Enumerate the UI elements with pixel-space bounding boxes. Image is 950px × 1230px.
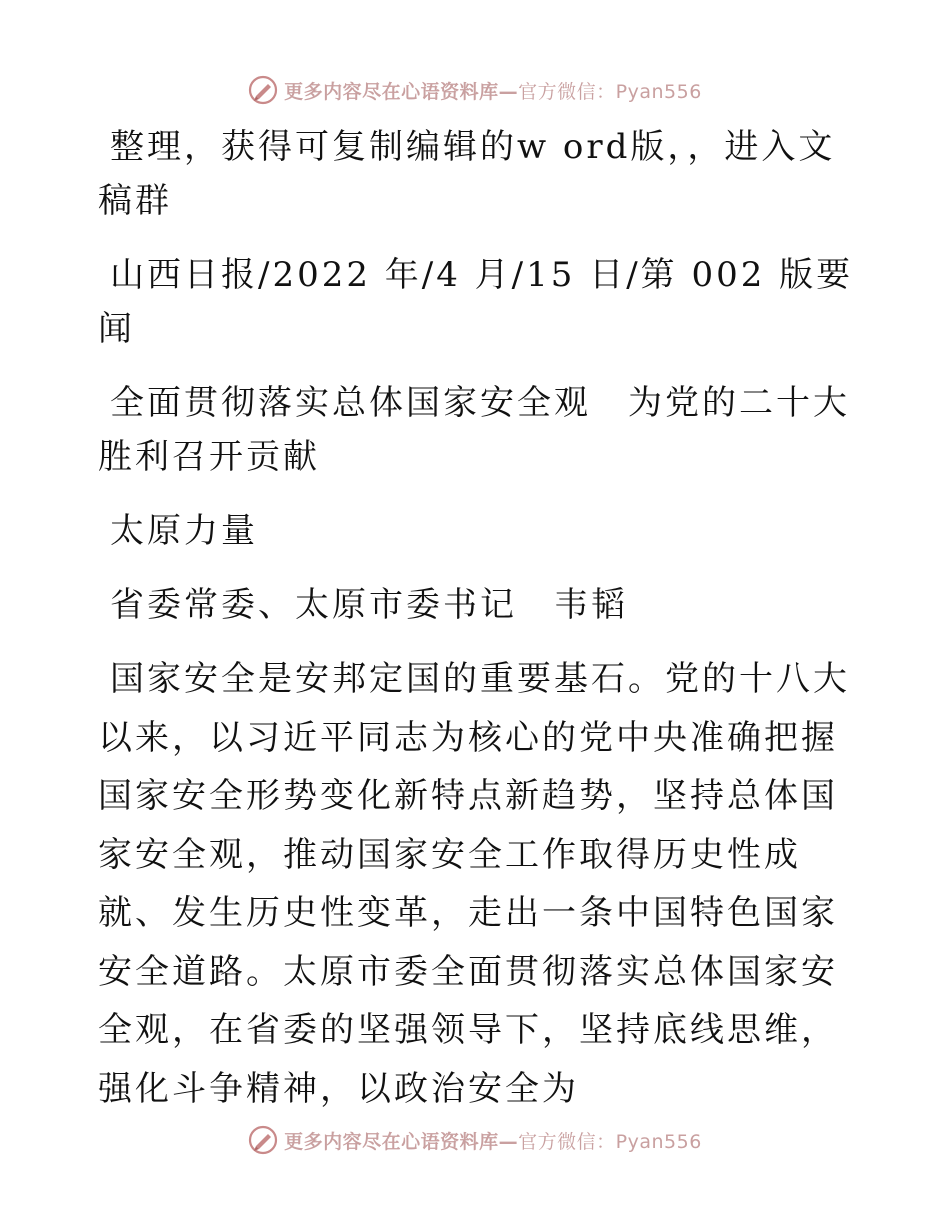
article-title: 全面贯彻落实总体国家安全观 为党的二十大胜利召开贡献: [98, 383, 850, 477]
banner-text: [284, 1127, 702, 1154]
banner-dash: —: [498, 1130, 519, 1153]
author-line: 省委常委、太原市委书记 韦韬: [110, 585, 628, 625]
pen-logo-icon: [248, 1125, 278, 1155]
footer-watermark-banner: [0, 1120, 950, 1160]
header-watermark-banner: [0, 70, 950, 110]
banner-wechat-text: 官方微信：Pyan556: [518, 80, 702, 103]
banner-main-text: 更多内容尽在心语资料库: [284, 80, 499, 103]
pen-logo-icon: [248, 75, 278, 105]
source-line: 山西日报/2022 年/4 月/15 日/第 002 版要闻: [98, 255, 854, 349]
banner-text: [284, 77, 702, 104]
banner-dash: —: [498, 80, 519, 103]
article-title-cont: 太原力量: [110, 511, 258, 551]
intro-line: 整理，获得可复制编辑的w ord版，，进入文稿群: [98, 127, 836, 221]
banner-main-text: 更多内容尽在心语资料库: [284, 1130, 499, 1153]
body-paragraph: 国家安全是安邦定国的重要基石。党的十八大以来，以习近平同志为核心的党中央准确把握国家安全形势变化新特点新趋势，坚持总体国家安全观，推动国家安全工作取得历史性成就、发生历史性变革，走出一条中国特色国家安全道路。太原市委全面贯彻落实总体国家安全观，在省委的坚强领导下，坚持底线思维，强化斗争精神，以政治安全为: [98, 659, 850, 1109]
banner-wechat-text: 官方微信：Pyan556: [518, 1130, 702, 1153]
document-body: [98, 120, 858, 1138]
